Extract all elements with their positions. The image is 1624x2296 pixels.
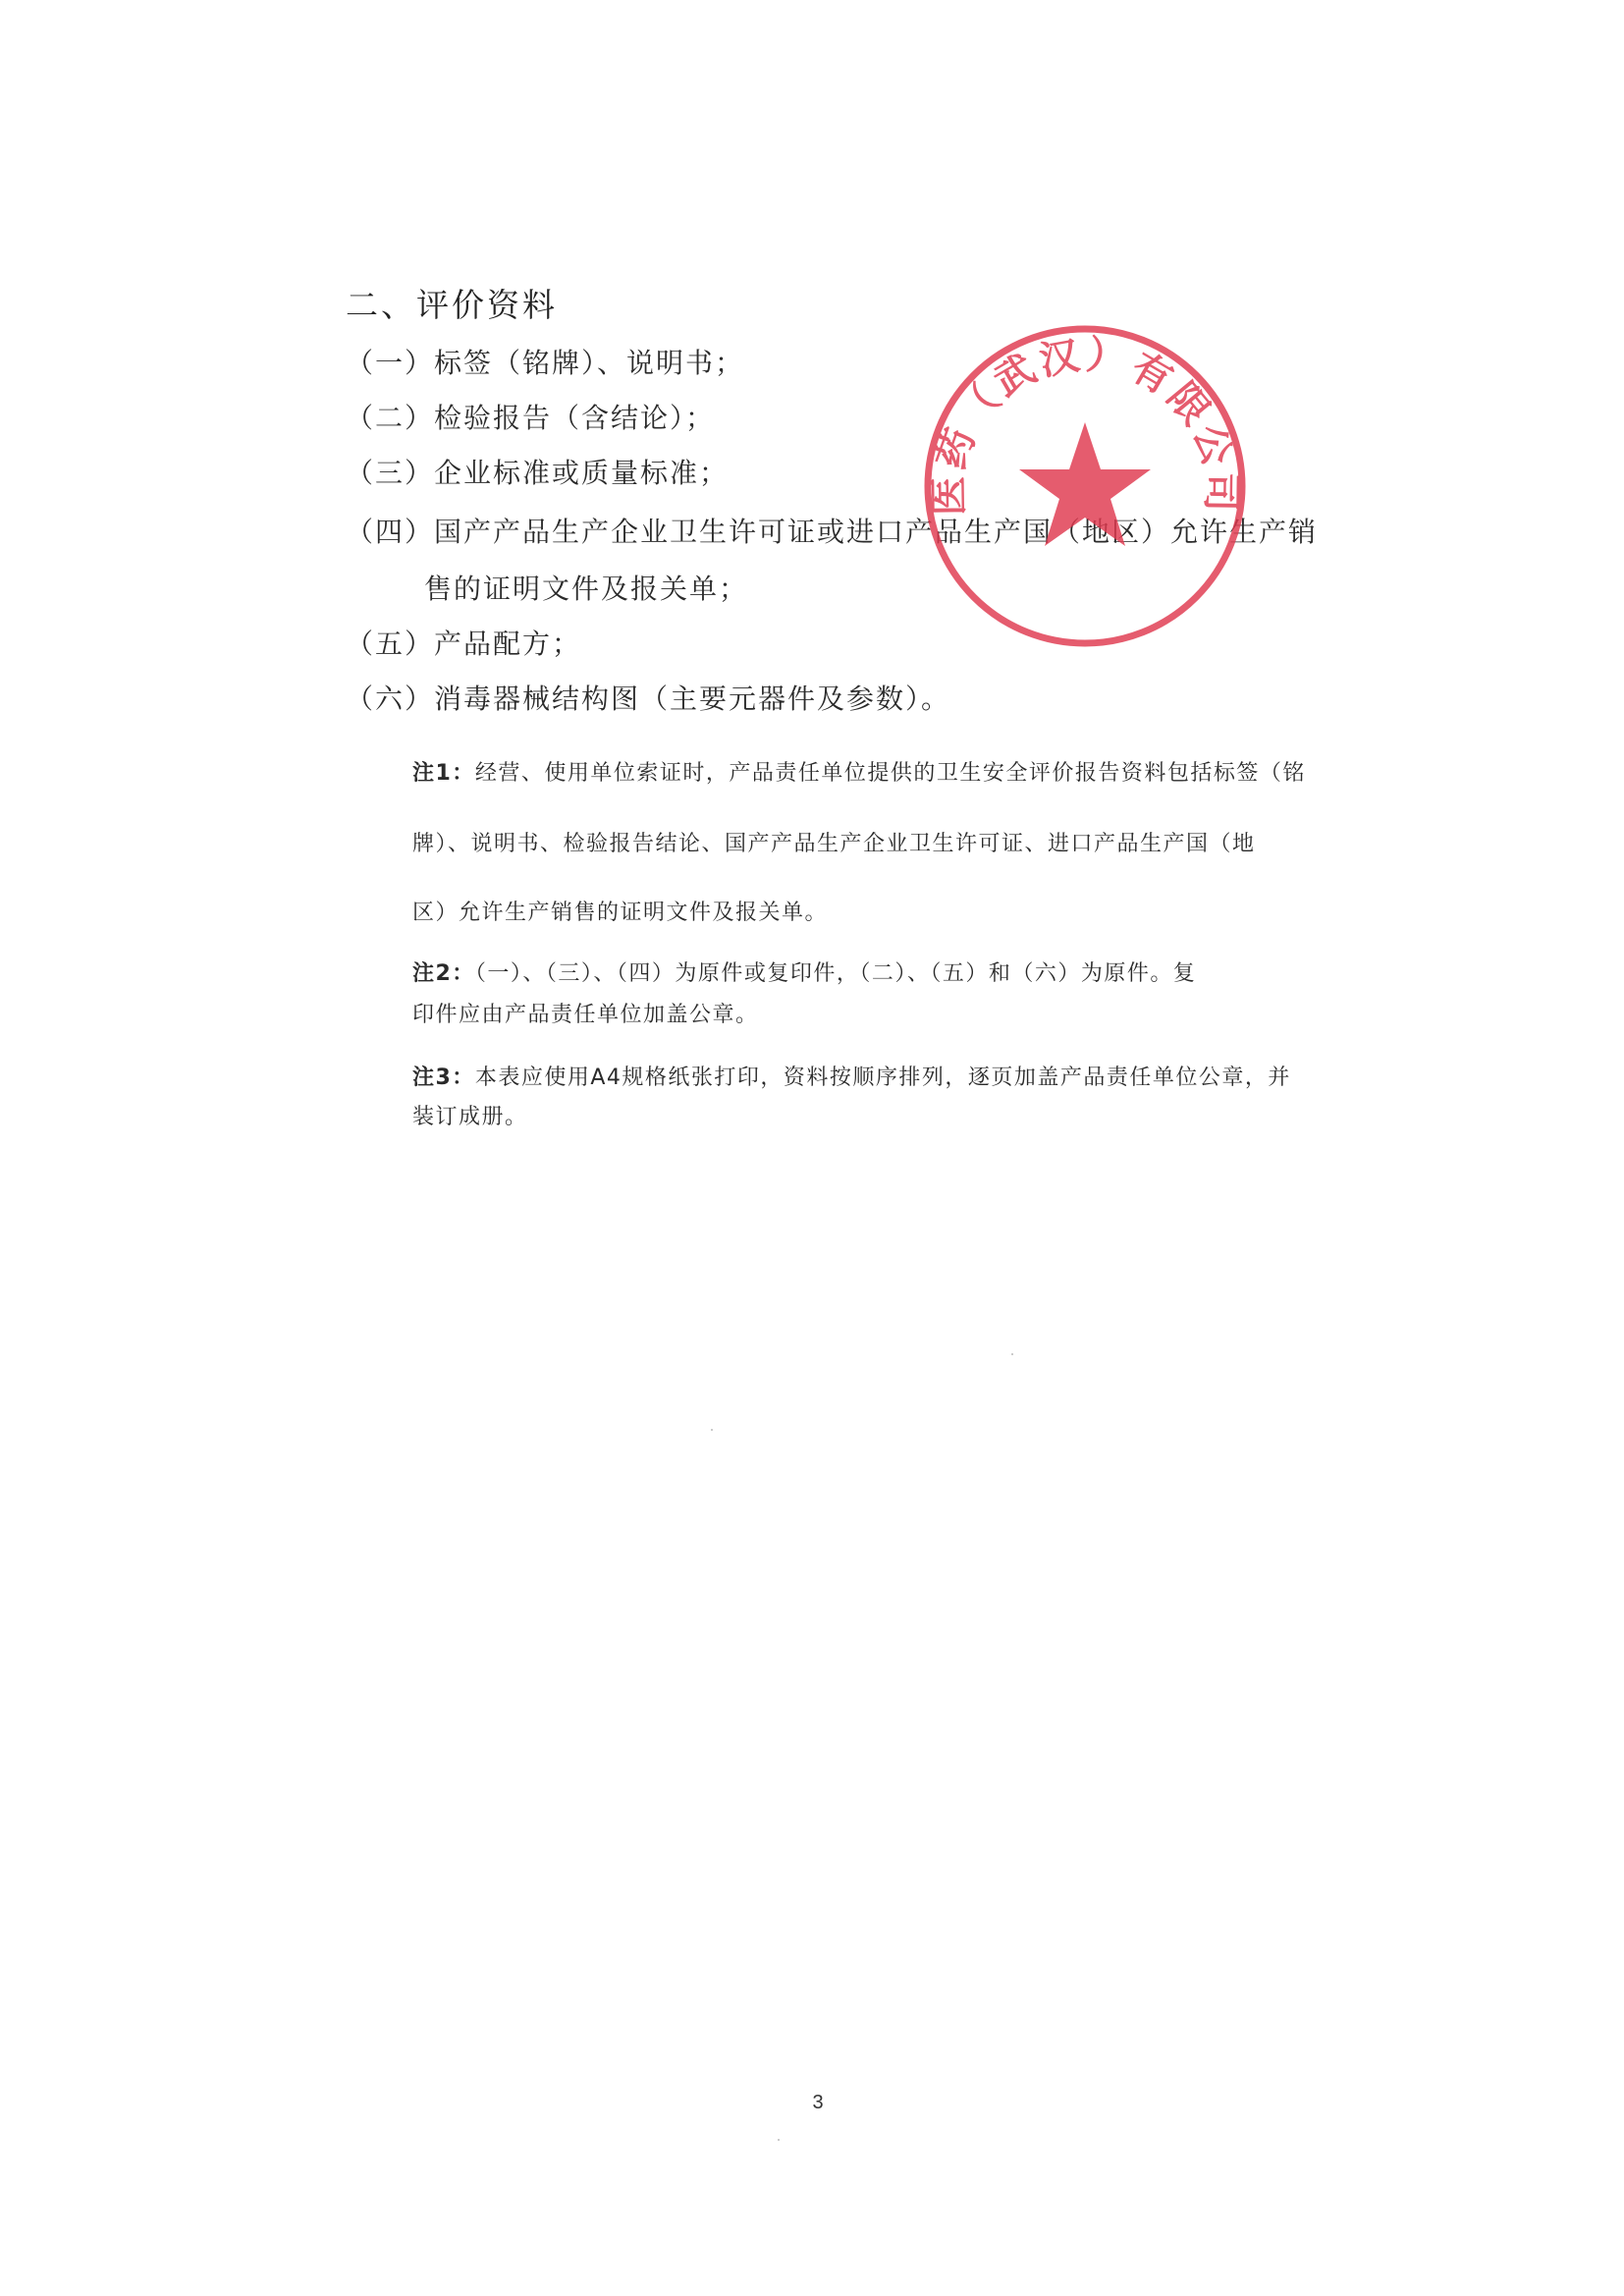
item-enterprise-standard: （三）企业标准或质量标准； [346, 457, 730, 489]
company-seal-stamp [913, 314, 1257, 658]
note2-text: （一）、（三）、（四）为原件或复印件，（二）、（五）和（六）为原件。复 [474, 961, 1197, 986]
page-number: 3 [812, 2092, 824, 2113]
svg-text:医药（武汉）有限公司: 医药（武汉）有限公司 [925, 331, 1245, 517]
note1-line2: 牌）、说明书、检验报告结论、国产产品生产企业卫生许可证、进口产品生产国（地 [412, 832, 1256, 856]
note3-line1 [412, 1061, 1291, 1091]
scan-speck [1011, 1353, 1013, 1355]
item-hygiene-license: （四）国产产品生产企业卫生许可证或进口产品生产国（地区）允许生产销 [346, 516, 1319, 548]
scan-speck [778, 2139, 780, 2141]
note2-label: 注2： [412, 961, 475, 986]
item-test-report: （二）检验报告（含结论）； [346, 402, 716, 434]
section-title: 二、评价资料 [346, 286, 558, 324]
note3-text: 本表应使用A4规格纸张打印，资料按顺序排列，逐页加盖产品责任单位公章，并 [474, 1066, 1291, 1090]
note3-line2: 装订成册。 [412, 1105, 528, 1129]
item-hygiene-license-cont: 售的证明文件及报关单； [424, 573, 749, 605]
item-label-nameplate: （一）标签（铭牌）、说明书； [346, 347, 745, 379]
note1-line1 [412, 756, 1306, 787]
scan-speck [711, 1429, 713, 1431]
note2-line1 [412, 957, 1196, 987]
note1-line3: 区）允许生产销售的证明文件及报关单。 [412, 901, 829, 925]
item-structure-diagram: （六）消毒器械结构图（主要元器件及参数）。 [346, 683, 951, 715]
note1-text: 经营、使用单位索证时，产品责任单位提供的卫生安全评价报告资料包括标签（铭 [474, 761, 1306, 786]
note2-line2: 印件应由产品责任单位加盖公章。 [412, 1003, 759, 1027]
item-product-formula: （五）产品配方； [346, 628, 582, 660]
note1-label: 注1： [412, 761, 475, 786]
note3-label: 注3： [412, 1066, 475, 1090]
